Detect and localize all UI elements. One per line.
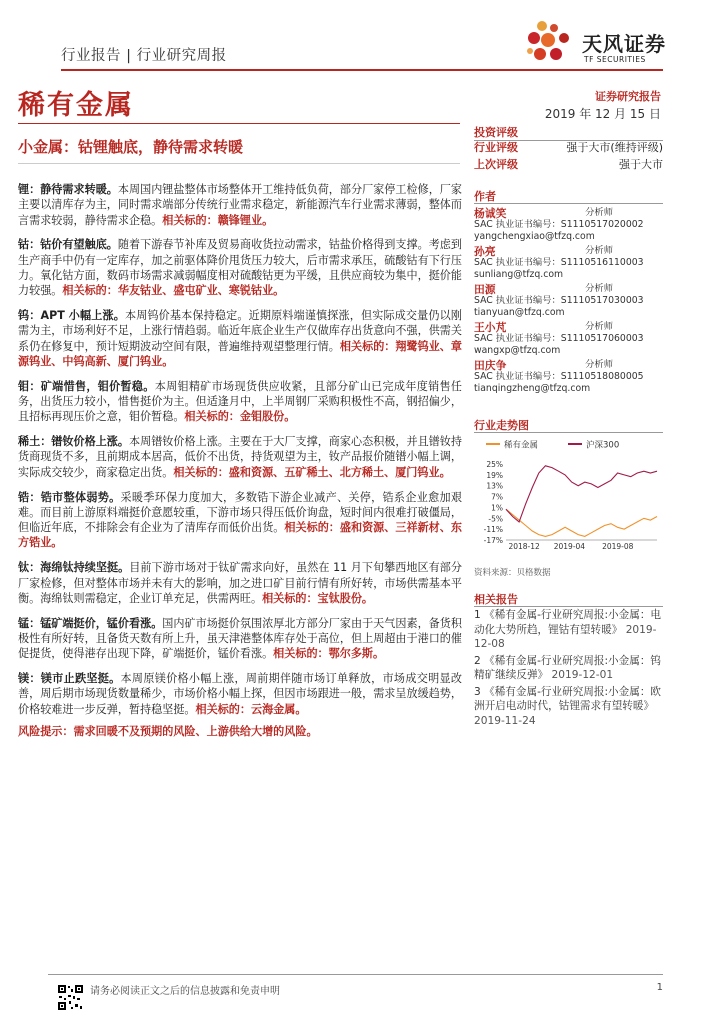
paragraph-rare-earth xyxy=(18,434,462,480)
related-report-item[interactable] xyxy=(474,654,663,683)
paragraph-key: 钛：海绵钛持续坚挺。 xyxy=(18,561,130,575)
related-num: 2 xyxy=(474,654,481,667)
report-body xyxy=(18,182,462,749)
paragraph-related: 相关标的：宝钛股份。 xyxy=(262,591,374,605)
rating-label: 上次评级 xyxy=(474,158,518,171)
x-tick-label: 2019-08 xyxy=(602,542,634,551)
related-report-item[interactable] xyxy=(474,685,663,729)
sidebar-divider xyxy=(474,432,663,433)
related-date: 2019-11-24 xyxy=(474,714,536,727)
logo-mark-icon xyxy=(520,18,580,70)
author-name: 杨诚笑 xyxy=(474,207,507,220)
related-num: 3 xyxy=(474,685,481,698)
paragraph-key: 钼：矿端惜售，钼价暂稳。 xyxy=(18,379,155,393)
related-list xyxy=(474,608,663,730)
paragraph-text: 目前下游市场对于钛矿需求向好，虽然在 11 月下旬攀西地区有部分厂家检修，但对整体市场并未有大的影响，加之进口矿目前行情有所好转，市场供需基本平衡。海绵钛则需稳定，企业订单充足，供需两旺。 xyxy=(18,561,462,605)
paragraph-related: 相关标的：盛和资源、三祥新材、东方锆业。 xyxy=(18,521,462,550)
author-title: 分析师 xyxy=(585,359,613,370)
author-item xyxy=(474,245,663,281)
paragraph-titanium xyxy=(18,560,462,606)
author-email[interactable]: wangxp@tfzq.com xyxy=(474,345,561,356)
paragraph-text: 采暖季环保力度加大，多数锆下游企业减产、关停，锆系企业愈加艰难。而目前上游原料端挺价意愿较重，下游市场只得压低价询盘，短时间内很难打破僵局，但临近年底，不排除会有企业为了清库存而低价出货。 xyxy=(18,490,462,535)
industry-rating-row xyxy=(474,139,663,156)
sector-divider xyxy=(18,123,460,124)
series-line xyxy=(506,466,657,522)
title-divider xyxy=(18,163,460,164)
paragraph-key: 锰：锰矿端挺价，锰价看涨。 xyxy=(18,616,163,630)
paragraph-text: 本周钼精矿市场现货供应收紧，且部分矿山已完成年度销售任务，出货压力较小，惜售挺价为主。但适逢月中，上半周钢厂采购积极性不高，钢招偏少，且招标再现压价之意，钼价暂稳。 xyxy=(18,379,462,424)
paragraph-key: 稀土：镨钕价格上涨。 xyxy=(18,435,129,449)
paragraph-cobalt xyxy=(18,237,462,298)
invest-rating-table xyxy=(474,139,663,173)
author-name-row xyxy=(474,283,663,295)
paragraph-text: 本周镨钕价格上涨。主要在于大厂支撑，商家心态积极，并且镨钕持货商现货不多，且前期成本居高，低价不出货，持货观望为主，钕产品报价随镨小幅上调，实际成交较少，商家稳定出货。 xyxy=(18,435,462,479)
paragraph-related: 相关标的：华友钴业、盛屯矿业、寒锐钴业。 xyxy=(62,284,285,298)
risk-warning xyxy=(18,724,462,739)
y-tick-label: 19% xyxy=(486,470,503,480)
author-title: 分析师 xyxy=(585,283,613,294)
paragraph-text: 本周钨价基本保持稳定。近期原料端谨慎探涨，但实际成交量仍以刚需为主，市场利好不足，上涨行情趋弱。临近年底企业生产仅做库存出货意向不强，供需关系仍在修复中，预计短期波动空间有限，普遍维持观望整理行情。 xyxy=(18,309,462,353)
author-title: 分析师 xyxy=(585,245,613,256)
author-email[interactable]: yangchengxiao@tfzq.com xyxy=(474,231,595,242)
rating-label: 行业评级 xyxy=(474,141,518,154)
related-num: 1 xyxy=(474,609,481,621)
paragraph-text: 随着下游春节补库及贸易商收货拉动需求，钴盐价格得到支撑。考虑到生产商手中仍有一定库存，加之前驱体降价甩货压力较大，后市需求承压，硫酸钴有下行压力。氧化钴方面，数码市场需求减弱幅度相对硫酸钴更为平缓，且供应商较为集中，挺价能力较强。 xyxy=(18,238,462,298)
paragraph-zirconium xyxy=(18,490,462,551)
author-name: 田源 xyxy=(474,283,496,296)
author-item xyxy=(474,321,663,357)
paragraph-text: 国内矿市场挺价氛围浓厚北方部分厂家由于天气因素，备货积极性有所好转，且备货天数有所上升，虽天津港整体库存处于高位，但上周超由于港口的催促提货，使得港存出现下降，矿端挺价，锰价看涨。 xyxy=(18,616,462,661)
sidebar-divider xyxy=(474,203,663,204)
paragraph-manganese xyxy=(18,616,462,662)
report-category: 行业报告 | 行业研究周报 xyxy=(61,48,227,64)
risk-text: 需求回暖不及预期的风险、上游供给大增的风险。 xyxy=(73,725,318,739)
y-tick-label: -5% xyxy=(488,514,503,524)
paragraph-related: 相关标的：翔鹭钨业、章源钨业、中钨高新、厦门钨业。 xyxy=(18,339,462,368)
section-head: 投资评级 xyxy=(474,126,518,139)
author-title: 分析师 xyxy=(585,207,613,218)
section-head: 行业走势图 xyxy=(474,419,529,432)
y-tick-label: 25% xyxy=(486,460,503,469)
legend-label: 沪深300 xyxy=(586,440,620,451)
paragraph-related: 相关标的：金钼股份。 xyxy=(184,410,296,424)
author-email[interactable]: tianyuan@tfzq.com xyxy=(474,307,565,318)
author-name: 王小芃 xyxy=(474,321,507,334)
author-sac: SAC 执业证书编号：S1110517030003 xyxy=(474,295,644,306)
author-email[interactable]: tianqingzheng@tfzq.com xyxy=(474,383,591,394)
trend-head xyxy=(474,417,663,433)
paragraph-key: 锂：静待需求转暖。 xyxy=(18,183,118,196)
related-head xyxy=(474,591,663,607)
report-date: 2019 年 12 月 15 日 xyxy=(544,107,661,121)
authors-list xyxy=(474,207,663,397)
report-title: 小金属：钴锂触底，静待需求转暖 xyxy=(18,138,244,156)
author-email[interactable]: sunliang@tfzq.com xyxy=(474,269,564,280)
paragraph-tungsten xyxy=(18,308,462,369)
footer-disclaimer: 请务必阅读正文之后的信息披露和免责申明 xyxy=(90,986,280,997)
authors-head xyxy=(474,188,663,204)
page-number: 1 xyxy=(656,982,663,993)
related-title: 《稀有金属-行业研究周报:小金属：欧洲开启电动时代，钴锂需求有望转暖》 xyxy=(474,685,662,712)
series-line xyxy=(506,509,657,536)
section-head: 作者 xyxy=(474,190,496,203)
paragraph-text: 本周国内锂盐整体市场整体开工维持低负荷，部分厂家停工检修，厂家主要以清库存为主，同时需求端部分传统行业需求稳定，新能源汽车行业需求薄弱，整体而言需求较弱，静待需求企稳。 xyxy=(18,183,462,227)
trend-chart-svg xyxy=(474,434,663,554)
related-title: 《稀有金属-行业研究周报:小金属：钨精矿继续反弹》 xyxy=(474,654,662,681)
author-sac: SAC 执业证书编号：S1110517060003 xyxy=(474,333,644,344)
risk-key: 风险提示： xyxy=(18,725,74,739)
sidebar-divider xyxy=(474,606,663,607)
y-tick-label: 13% xyxy=(486,481,503,491)
invest-rating-head xyxy=(474,124,663,140)
paragraph-key: 钴：钴价有望触底。 xyxy=(18,238,118,252)
paragraph-text: 本周原镁价格小幅上涨，周前期伴随市场订单释放，市场成交明显改善，周后期市场现货数量稀少，市场价格小幅上探，但因市场跟进一般，需求呈放缓趋势，价格较难进一步反弹，暂持稳坚挺。 xyxy=(18,672,462,716)
y-tick-label: -11% xyxy=(483,525,503,535)
paragraph-molybdenum xyxy=(18,379,462,425)
author-name: 田庆争 xyxy=(474,359,507,372)
rating-value: 强于大市(维持评级) xyxy=(566,141,663,154)
author-sac: SAC 执业证书编号：S1110516110003 xyxy=(474,257,644,268)
sector-title: 稀有金属 xyxy=(18,90,134,121)
rating-value: 强于大市 xyxy=(619,158,663,171)
paragraph-magnesium xyxy=(18,671,462,717)
y-tick-label: -17% xyxy=(483,536,503,545)
paragraph-key: 钨：APT 小幅上涨。 xyxy=(18,309,125,323)
industry-trend-chart xyxy=(474,434,663,554)
paragraph-related: 相关标的：云海金属。 xyxy=(195,702,307,716)
paragraph-related: 相关标的：盛和资源、五矿稀土、北方稀土、厦门钨业。 xyxy=(173,465,451,479)
chart-source: 资料来源：贝格数据 xyxy=(474,568,551,578)
x-tick-label: 2019-04 xyxy=(553,542,586,551)
related-date: 2019-12-08 xyxy=(474,623,657,650)
related-date: 2019-12-01 xyxy=(551,669,614,681)
related-title: 《稀有金属-行业研究周报:小金属：电动化大势所趋，锂钴有望转暖》 xyxy=(474,609,662,636)
logo-text-en: TF SECURITIES xyxy=(584,55,646,64)
qr-code-icon xyxy=(57,984,84,1011)
author-name-row xyxy=(474,359,663,371)
author-item xyxy=(474,283,663,319)
paragraph-related: 相关标的：鄂尔多斯。 xyxy=(273,647,385,661)
paragraph-lithium xyxy=(18,182,462,228)
prev-rating-row xyxy=(474,156,663,173)
related-report-item[interactable] xyxy=(474,608,663,652)
author-item xyxy=(474,359,663,395)
footer-divider xyxy=(48,974,663,975)
y-tick-label: 1% xyxy=(491,503,503,513)
author-name: 孙亮 xyxy=(474,245,496,258)
author-sac: SAC 执业证书编号：S1110518080005 xyxy=(474,371,644,382)
paragraph-related: 相关标的：赣锋锂业。 xyxy=(162,213,274,227)
report-type: 证券研究报告 xyxy=(595,90,661,103)
paragraph-key: 锆：锆市整体弱势。 xyxy=(18,490,121,504)
author-name-row xyxy=(474,207,663,219)
logo-text-cn: 天风证券 xyxy=(582,32,666,56)
company-logo xyxy=(520,18,670,70)
author-item xyxy=(474,207,663,243)
legend-label: 稀有金属 xyxy=(504,440,539,451)
author-name-row xyxy=(474,245,663,257)
author-sac: SAC 执业证书编号：S1110517020002 xyxy=(474,219,644,230)
author-name-row xyxy=(474,321,663,333)
paragraph-key: 镁：镁市止跌坚挺。 xyxy=(18,672,121,686)
section-head: 相关报告 xyxy=(474,593,518,606)
author-title: 分析师 xyxy=(585,321,613,332)
y-tick-label: 7% xyxy=(491,492,503,502)
x-tick-label: 2018-12 xyxy=(508,542,540,551)
